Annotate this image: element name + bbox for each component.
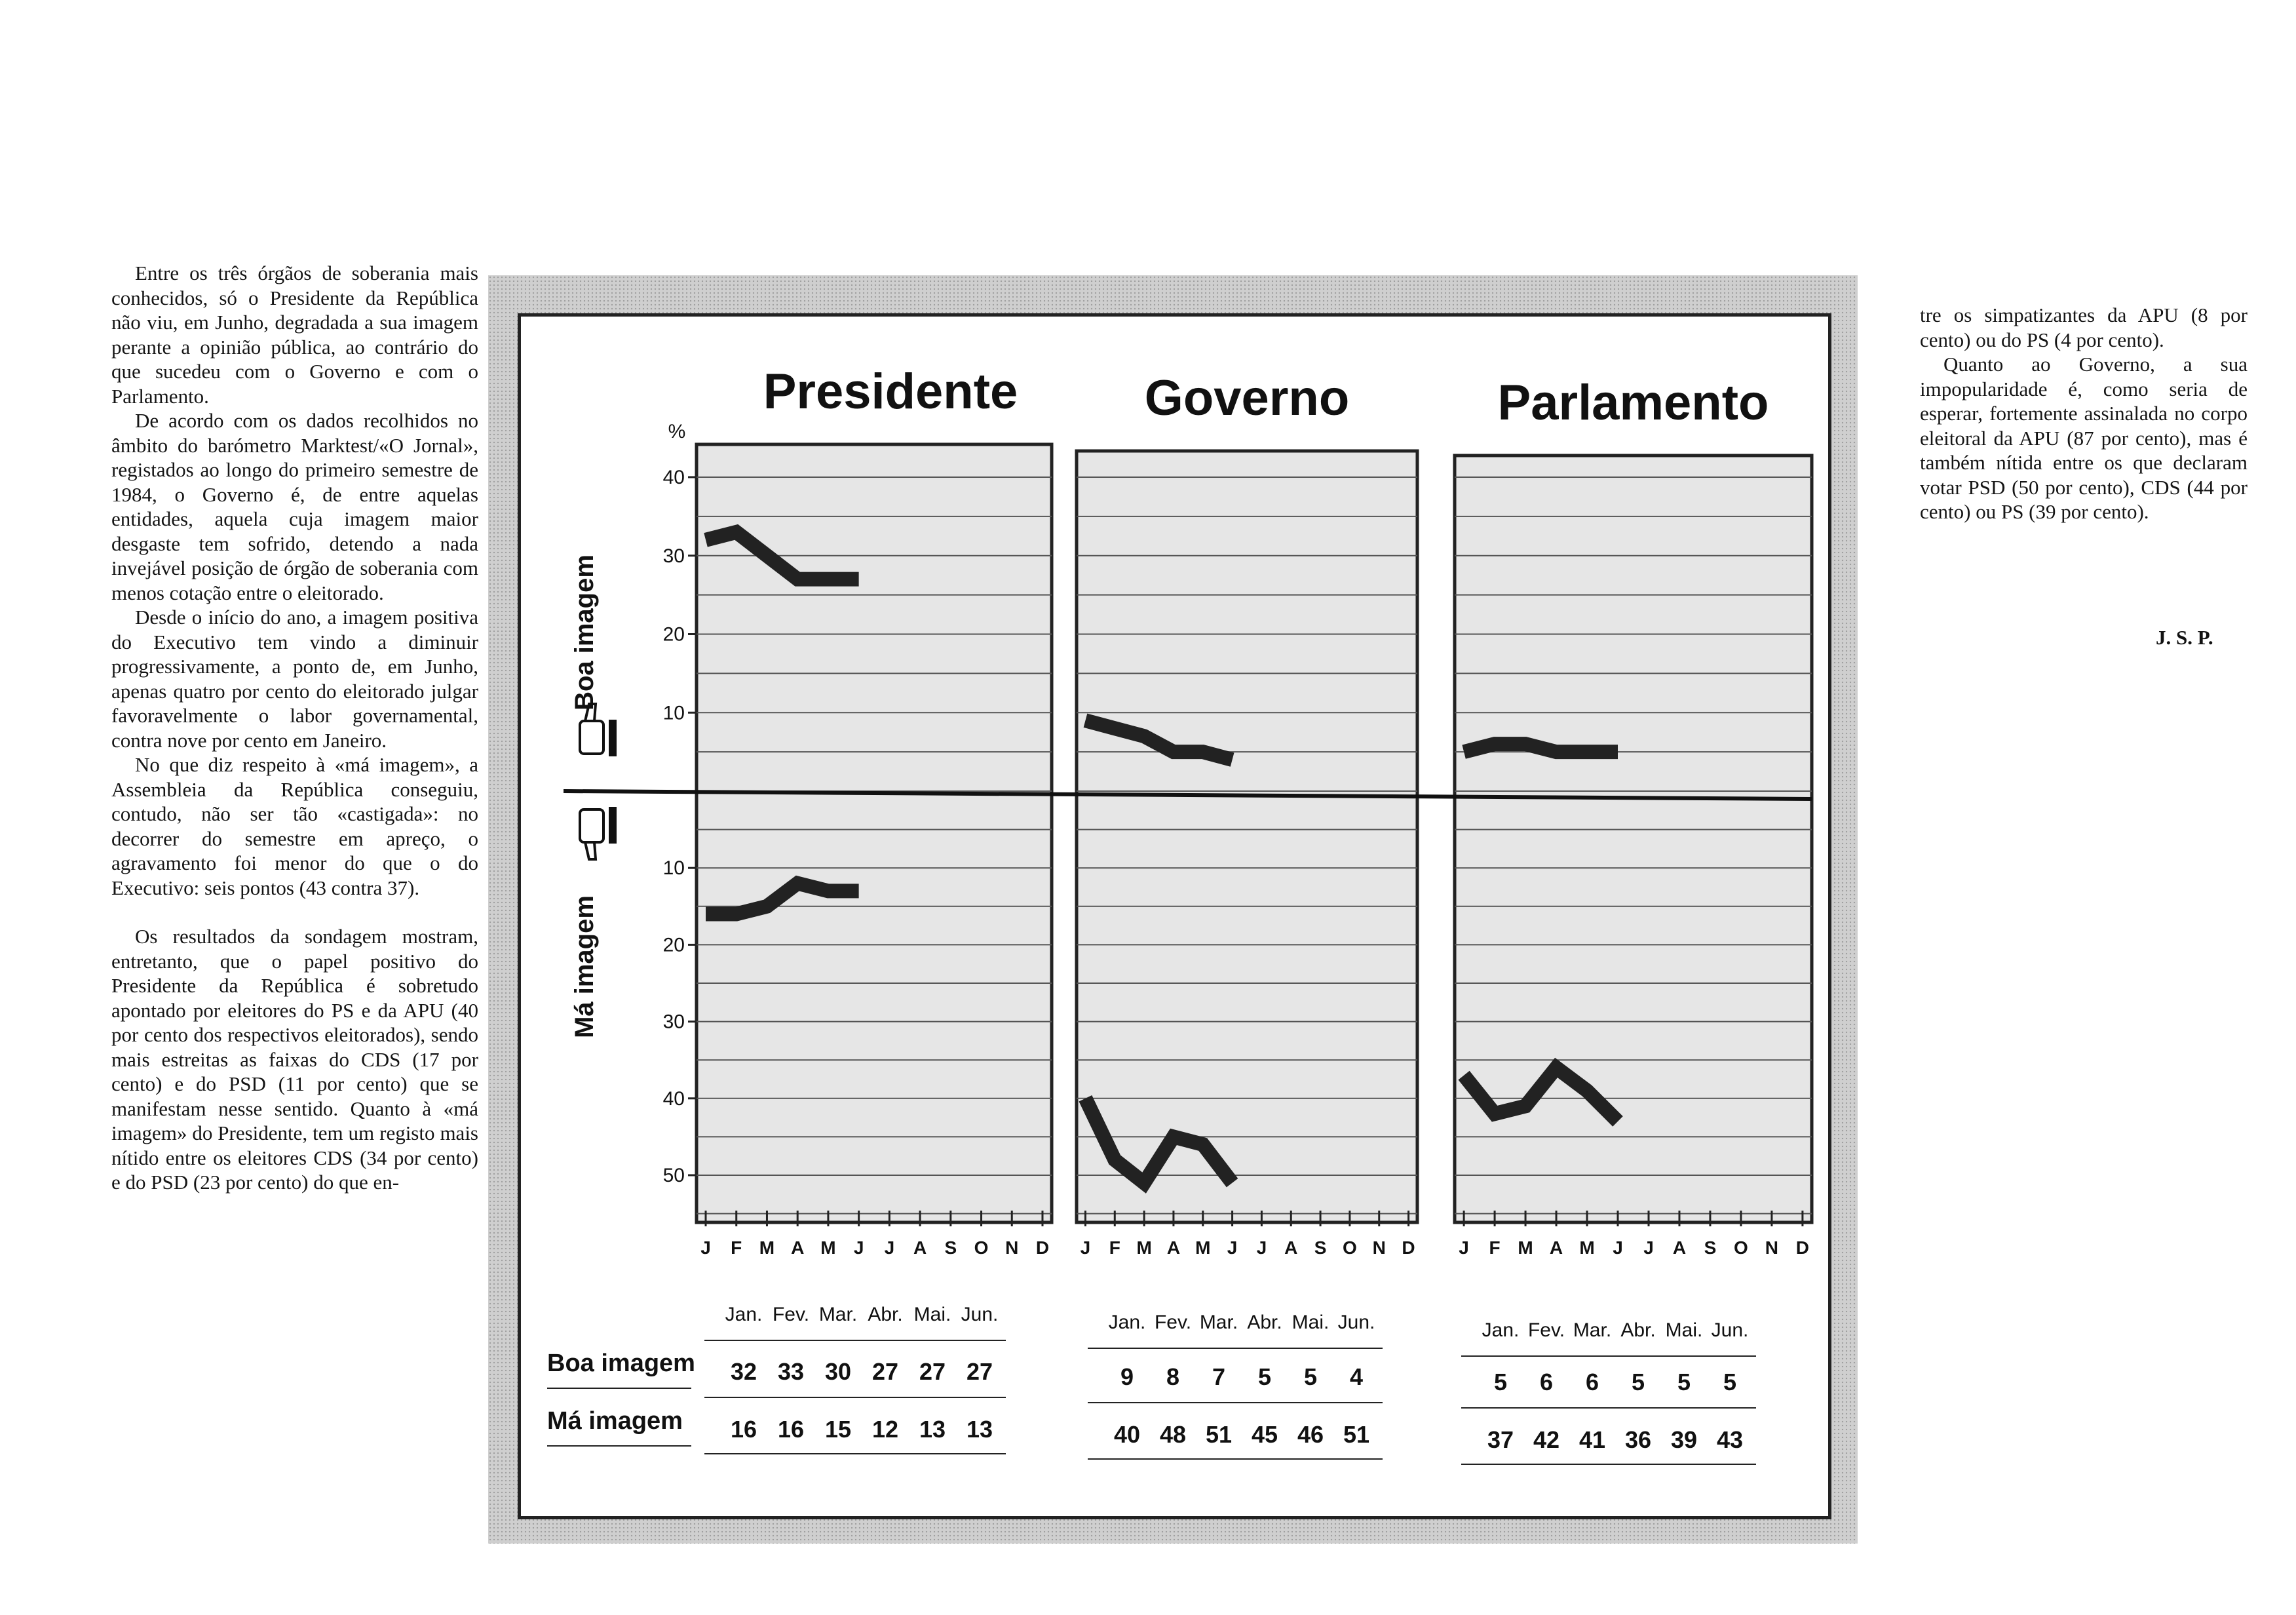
table-row-label-ma: Má imagem [547, 1407, 683, 1435]
x-tick-label: D [1035, 1237, 1050, 1258]
table-month-header: Mai. [1665, 1319, 1703, 1341]
x-tick-label: N [1765, 1237, 1779, 1258]
table-month-header: Jun. [1711, 1319, 1749, 1341]
table-boa-value: 4 [1349, 1363, 1364, 1390]
table-ma-value: 13 [966, 1416, 993, 1443]
x-tick-label: D [1402, 1237, 1415, 1258]
x-tick-label: M [1195, 1237, 1211, 1258]
x-tick-label: O [974, 1237, 989, 1258]
table-ma-value: 51 [1205, 1421, 1233, 1448]
table-ma-value: 16 [777, 1416, 805, 1443]
x-tick-label: M [1518, 1237, 1533, 1258]
article-paragraph: Entre os três órgãos de soberania mais conhecidos, só o Presidente da República não viu, em Junho, degradada a sua imagem perante a opinião pública, ao contrário do que sucedeu com o Governo e com o Parlamento. [111, 262, 478, 408]
table-month-header: Jun. [1337, 1312, 1375, 1333]
table-ma-value: 51 [1343, 1421, 1370, 1448]
author-signature: J. S. P. [2156, 626, 2213, 649]
x-tick-label: A [913, 1237, 927, 1258]
table-month-header: Jun. [961, 1304, 999, 1325]
y-tick-label-up: 20 [662, 623, 685, 646]
y-unit-label: % [668, 421, 686, 442]
table-boa-value: 6 [1539, 1369, 1554, 1395]
article-paragraph: Quanto ao Governo, a sua impopularidade é, como seria de esperar, fortemente assinalada no corpo eleitoral da APU (87 por cento), mas é também nítida entre os que declaram votar PSD (50 por cento), CDS (44 por cento) ou PS (39 por cento). [1920, 353, 2248, 523]
chart-panel-frame [1077, 451, 1417, 1222]
table-boa-value: 27 [919, 1358, 946, 1385]
table-boa-value: 7 [1212, 1363, 1226, 1390]
x-tick-label: N [1372, 1237, 1386, 1258]
x-tick-label: M [1136, 1237, 1152, 1258]
x-tick-label: O [1343, 1237, 1357, 1258]
table-boa-value: 5 [1493, 1369, 1508, 1395]
table-boa-value: 27 [966, 1358, 993, 1385]
x-tick-label: J [1080, 1237, 1091, 1258]
thumbs-down-icon-thumb [585, 842, 596, 859]
table-boa-value: 27 [871, 1358, 899, 1385]
x-tick-label: S [1314, 1237, 1327, 1258]
table-month-header: Jan. [1482, 1319, 1520, 1341]
y-tick-label-down: 20 [662, 934, 685, 956]
x-tick-label: J [700, 1237, 711, 1258]
x-tick-label: J [884, 1237, 895, 1258]
x-tick-label: J [1643, 1237, 1654, 1258]
x-tick-label: A [1672, 1237, 1687, 1258]
table-month-header: Mai. [1292, 1312, 1330, 1333]
table-month-header: Jan. [1108, 1312, 1146, 1333]
x-tick-label: F [1489, 1237, 1501, 1258]
x-tick-label: J [1459, 1237, 1469, 1258]
x-tick-label: M [1579, 1237, 1595, 1258]
table-ma-value: 40 [1113, 1421, 1141, 1448]
article-paragraph: Desde o início do ano, a imagem positiva do Executivo tem vindo a diminuir progressivamente, a ponto de, em Junho, apenas quatro por cento do eleitorado julgar favoravelmente o labor governamental, contra nove por cento em Janeiro. [111, 606, 478, 752]
table-ma-value: 16 [730, 1416, 757, 1443]
table-boa-value: 5 [1257, 1363, 1272, 1390]
table-boa-value: 8 [1166, 1363, 1180, 1390]
table-ma-value: 12 [871, 1416, 899, 1443]
article-paragraph: No que diz respeito à «má imagem», a Assembleia da República conseguiu, contudo, não ser tão «castigada»: no decorrer do semestre em apreço, o agravamento foi menor do que o do Executivo: seis pontos (43 contra 37). [111, 753, 478, 899]
y-tick-label-down: 10 [662, 857, 685, 880]
panel-title: Governo [1144, 370, 1350, 426]
thumbs-up-icon-cuff [609, 720, 617, 756]
table-month-header: Abr. [1620, 1319, 1656, 1341]
table-boa-value: 33 [777, 1358, 805, 1385]
y-tick-label-down: 40 [662, 1087, 685, 1110]
thumbs-up-icon [580, 704, 617, 756]
x-tick-label: A [1549, 1237, 1563, 1258]
thumbs-down-icon-cuff [609, 807, 617, 844]
chart-panel-frame [697, 444, 1052, 1222]
table-month-header: Fev. [1527, 1319, 1565, 1341]
x-tick-label: A [791, 1237, 805, 1258]
table-boa-value: 6 [1585, 1369, 1599, 1395]
panel-title: Presidente [763, 364, 1018, 419]
table-ma-value: 43 [1716, 1426, 1744, 1453]
y-tick-label-up: 10 [662, 702, 685, 724]
table-month-header: Abr. [868, 1304, 903, 1325]
x-tick-label: F [731, 1237, 742, 1258]
x-tick-label: A [1284, 1237, 1298, 1258]
table-ma-value: 46 [1297, 1421, 1324, 1448]
table-month-header: Mar. [818, 1304, 858, 1325]
article-paragraph: De acordo com os dados recolhidos no âmbito do barómetro Marktest/«O Jornal», registados ao longo do primeiro semestre de 1984, o Governo é, de entre aquelas entidades, aquela cuja imagem maior desgaste tem sofrido, detendo a nada invejável posição de órgão de soberania com menos cotação entre o eleitorado. [111, 409, 478, 604]
x-tick-label: J [1256, 1237, 1267, 1258]
table-month-header: Mar. [1573, 1319, 1612, 1341]
table-month-header: Fev. [772, 1304, 810, 1325]
x-tick-label: A [1166, 1237, 1181, 1258]
table-ma-value: 42 [1533, 1426, 1560, 1453]
thumbs-down-icon [580, 807, 617, 859]
table-ma-value: 15 [824, 1416, 852, 1443]
table-ma-value: 36 [1624, 1426, 1652, 1453]
y-tick-label-up: 40 [662, 467, 685, 488]
table-month-header: Fev. [1154, 1312, 1192, 1333]
article-paragraph: tre os simpatizantes da APU (8 por cento) ou do PS (4 por cento). [1920, 303, 2248, 351]
table-ma-value: 37 [1487, 1426, 1514, 1453]
x-tick-label: O [1734, 1237, 1748, 1258]
table-boa-value: 5 [1303, 1363, 1318, 1390]
table-month-header: Abr. [1247, 1312, 1282, 1333]
x-tick-label: J [1227, 1237, 1238, 1258]
table-ma-value: 39 [1670, 1426, 1698, 1453]
table-month-header: Mar. [1199, 1312, 1238, 1333]
panel-title: Parlamento [1497, 375, 1769, 431]
table-ma-value: 41 [1578, 1426, 1606, 1453]
table-ma-value: 13 [919, 1416, 946, 1443]
x-tick-label: M [820, 1237, 836, 1258]
thumbs-up-icon-fist [580, 721, 603, 754]
article-column-right [1920, 303, 2248, 524]
table-boa-value: 5 [1677, 1369, 1691, 1395]
x-tick-label: D [1795, 1237, 1810, 1258]
table-month-header: Jan. [725, 1304, 763, 1325]
table-boa-value: 5 [1631, 1369, 1645, 1395]
x-tick-label: N [1005, 1237, 1019, 1258]
x-tick-label: F [1109, 1237, 1120, 1258]
x-tick-label: S [944, 1237, 957, 1258]
table-boa-value: 30 [824, 1358, 852, 1385]
x-tick-label: J [853, 1237, 864, 1258]
table-ma-value: 48 [1159, 1421, 1187, 1448]
article-paragraph: Os resultados da sondagem mostram, entretanto, que o papel positivo do Presidente da República é sobretudo apontado por eleitores do PS e da APU (40 por cento dos respectivos eleitorados), sendo mais estreitas as faixas do CDS (17 por cento) e do PSD (11 por cento) que se manifestam nesse sentido. Quanto à «má imagem» do Presidente, tem um registo mais nítido entre os eleitores CDS (34 por cento) e do PSD (23 por cento) do que en- [111, 925, 478, 1194]
table-boa-value: 32 [730, 1358, 757, 1385]
thumbs-down-icon-fist [580, 809, 603, 842]
table-boa-value: 9 [1120, 1363, 1134, 1390]
axis-label-boa-imagem: Boa imagem [570, 555, 599, 710]
table-boa-value: 5 [1723, 1369, 1737, 1395]
y-tick-label-down: 50 [662, 1165, 685, 1186]
table-ma-value: 45 [1251, 1421, 1278, 1448]
y-tick-label-down: 30 [662, 1011, 685, 1033]
axis-label-ma-imagem: Má imagem [570, 895, 599, 1038]
series-boa-imagem [1464, 744, 1618, 752]
x-tick-label: S [1704, 1237, 1717, 1258]
x-tick-label: J [1613, 1237, 1623, 1258]
table-month-header: Mai. [913, 1304, 951, 1325]
x-tick-label: M [759, 1237, 775, 1258]
y-tick-label-up: 30 [662, 545, 685, 567]
table-row-label-boa: Boa imagem [547, 1350, 695, 1377]
